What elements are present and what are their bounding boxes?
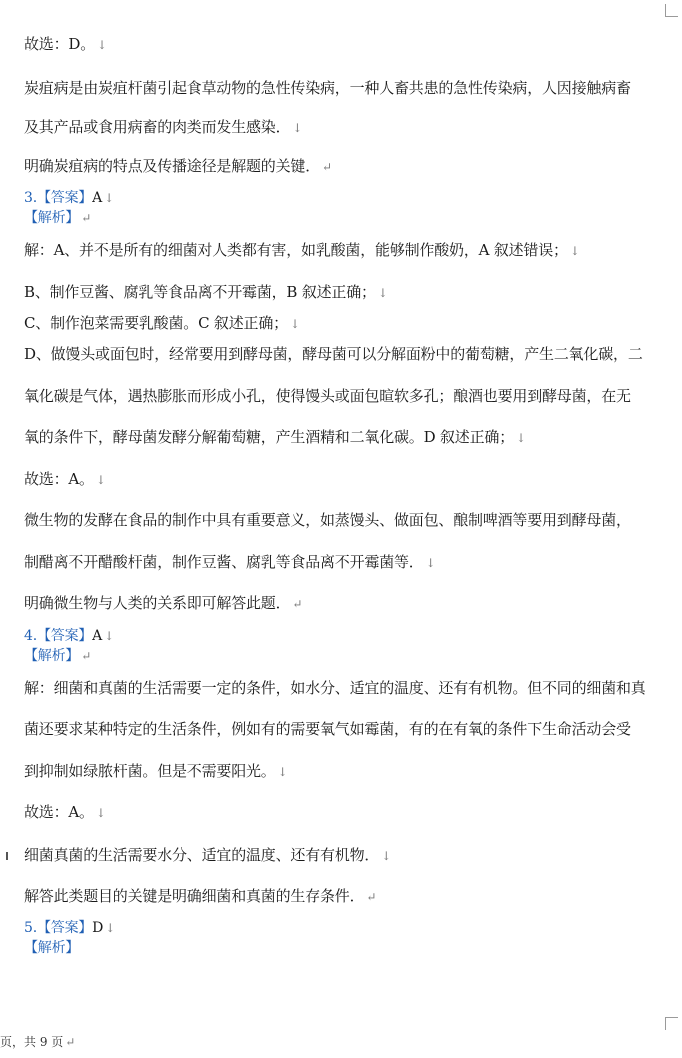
text-line: 故选：D。 ↓ [24,35,107,53]
text-line: C、制作泡菜需要乳酸菌。C 叙述正确； ↓ [24,314,300,332]
text-line: 明确炭疽病的特点及传播途径是解题的关键． ↵ [24,157,332,175]
analysis-label: 【解析】 ↵ [24,210,92,226]
text-line: 制醋离不开醋酸杆菌，制作豆酱、腐乳等食品离不开霉菌等． ↓ [24,553,436,571]
page-footer: 页，共 9 页 ↵ [0,1035,76,1049]
analysis-label: 【解析】 [24,940,80,956]
analysis-label: 【解析】 ↵ [24,648,92,664]
text-line: 解：细菌和真菌的生活需要一定的条件，如水分、适宜的温度、还有有机物。但不同的细菌和真 [24,679,646,697]
text-line: 氧化碳是气体，遇热膨胀而形成小孔，使得馒头或面包暄软多孔；酿酒也要用到酵母菌，在无 [24,387,631,405]
text-line: 解答此类题目的关键是明确细菌和真菌的生存条件． ↵ [24,887,377,905]
page-corner-mark-top-right [665,4,678,17]
text-line: B、制作豆酱、腐乳等食品离不开霉菌，B 叙述正确； ↓ [24,283,388,301]
answer-line: 5.【答案】D ↓ [24,920,116,936]
answer-line: 4.【答案】A ↓ [24,628,114,644]
text-line: 故选：A。 ↓ [24,470,106,488]
text-line: 炭疽病是由炭疽杆菌引起食草动物的急性传染病，一种人畜共患的急性传染病，人因接触病畜 [24,79,631,97]
answer-line: 3.【答案】A ↓ [24,190,114,206]
text-line: 及其产品或食用病畜的肉类而发生感染． ↓ [24,118,303,136]
text-line: 微生物的发酵在食品的制作中具有重要意义，如蒸馒头、做面包、酿制啤酒等要用到酵母菌， [24,511,631,529]
text-line: D、做馒头或面包时，经常要用到酵母菌，酵母菌可以分解面粉中的葡萄糖，产生二氧化碳，二 [24,345,643,363]
bullet-mark [6,852,8,860]
text-line: 氧的条件下，酵母菌发酵分解葡萄糖，产生酒精和二氧化碳。D 叙述正确； ↓ [24,428,526,446]
text-line: 菌还要求某种特定的生活条件，例如有的需要氧气如霉菌，有的在有氧的条件下生命活动会受 [24,720,631,738]
page-corner-mark-bottom-right [665,1017,678,1030]
text-line: 到抑制如绿脓杆菌。但是不需要阳光。 ↓ [24,762,288,780]
text-line: 解：A、并不是所有的细菌对人类都有害，如乳酸菌，能够制作酸奶，A 叙述错误； ↓ [24,241,580,259]
text-line: 细菌真菌的生活需要水分、适宜的温度、还有有机物． ↓ [24,846,392,864]
text-line: 故选：A。 ↓ [24,803,106,821]
text-line: 明确微生物与人类的关系即可解答此题． ↵ [24,594,303,612]
